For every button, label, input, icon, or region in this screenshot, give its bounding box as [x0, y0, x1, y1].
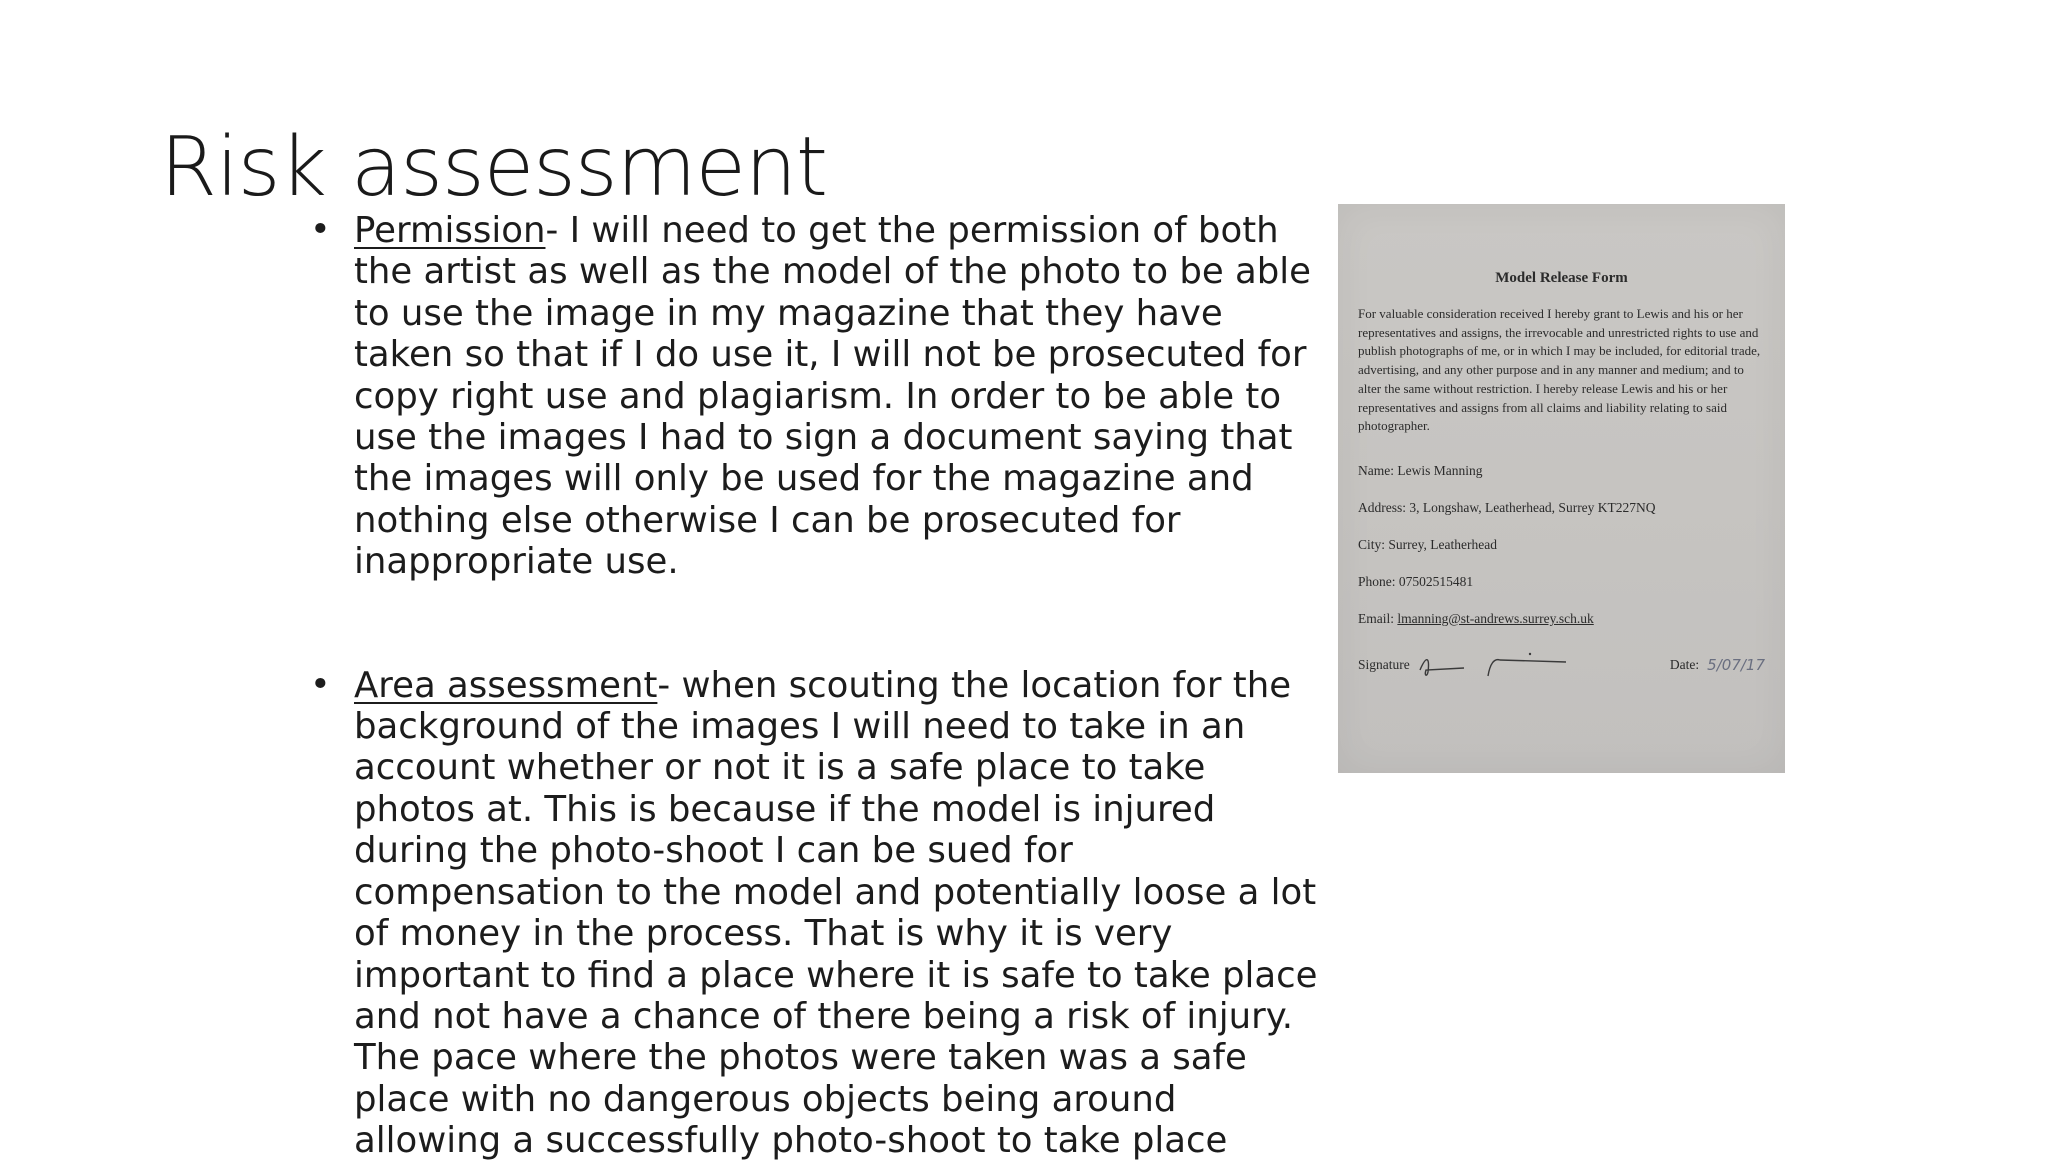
form-signature-row	[1358, 650, 1765, 680]
date-group	[1670, 656, 1765, 674]
form-city: City: Surrey, Leatherhead	[1358, 536, 1497, 552]
signature-group	[1358, 650, 1566, 680]
form-phone: Phone: 07502515481	[1358, 573, 1474, 589]
date-label: Date:	[1669, 656, 1700, 672]
bullet-permission	[310, 210, 1320, 583]
date-value: 5/07/17	[1707, 655, 1765, 674]
signature-label: Signature	[1358, 656, 1410, 672]
slide-title: Risk assessment	[160, 120, 828, 215]
bullet-list	[310, 210, 1320, 1162]
form-body: For valuable consideration received I hereby grant to Lewis and his or her representatives and assigns, the irrevocable and unrestricted rights to use and publish photographs of me, or in which I may be included, for editorial trade, advertising, and any other purpose and in any manner and medium; and to alter the same without restriction. I hereby release Lewis and his or her representatives and assigns from all claims and liability relating to said photographer.	[1358, 306, 1761, 434]
bullet-text-area-assessment: - when scouting the location for the background of the images I will need to take in an account whether or not it is a safe place to take photos at. This is because if the model is injured during the photo-shoot I can be sued for compensation to the model and potentially loose a lot of money in the process. That is why it is very important to find a place where it is safe to take place and not have a chance of there being a risk of injury. The pace where the photos were taken was a safe place with no dangerous objects being around allowing a successfully photo-shoot to take place	[354, 664, 1318, 1162]
form-title: Model Release Form	[1495, 270, 1628, 286]
bullet-marker: •	[310, 664, 331, 705]
bullet-heading-permission: Permission	[354, 210, 546, 251]
bullet-text-permission: - I will need to get the permission of both the artist as well as the model of the photo to be able to use the image in my magazine that they have taken so that if I do use it, I will not be prosecuted for copy right use and plagiarism. In order to be able to use the images I had to sign a document saying that the images will only be used for the magazine and nothing else otherwise I can be prosecuted for inappropriate use.	[354, 210, 1311, 583]
form-email-value: lmanning@st-andrews.surrey.sch.uk	[1397, 610, 1594, 626]
form-name: Name: Lewis Manning	[1358, 462, 1483, 478]
signature-mark-icon	[1416, 650, 1566, 680]
model-release-form-photo	[1338, 204, 1785, 773]
bullet-heading-area-assessment: Area assessment	[354, 664, 658, 706]
bullet-area-assessment	[310, 665, 1320, 1162]
form-email-label: Email:	[1358, 610, 1398, 626]
form-address: Address: 3, Longshaw, Leatherhead, Surrey KT227NQ	[1358, 499, 1656, 515]
bullet-marker: •	[310, 210, 331, 250]
form-email	[1358, 610, 1765, 628]
